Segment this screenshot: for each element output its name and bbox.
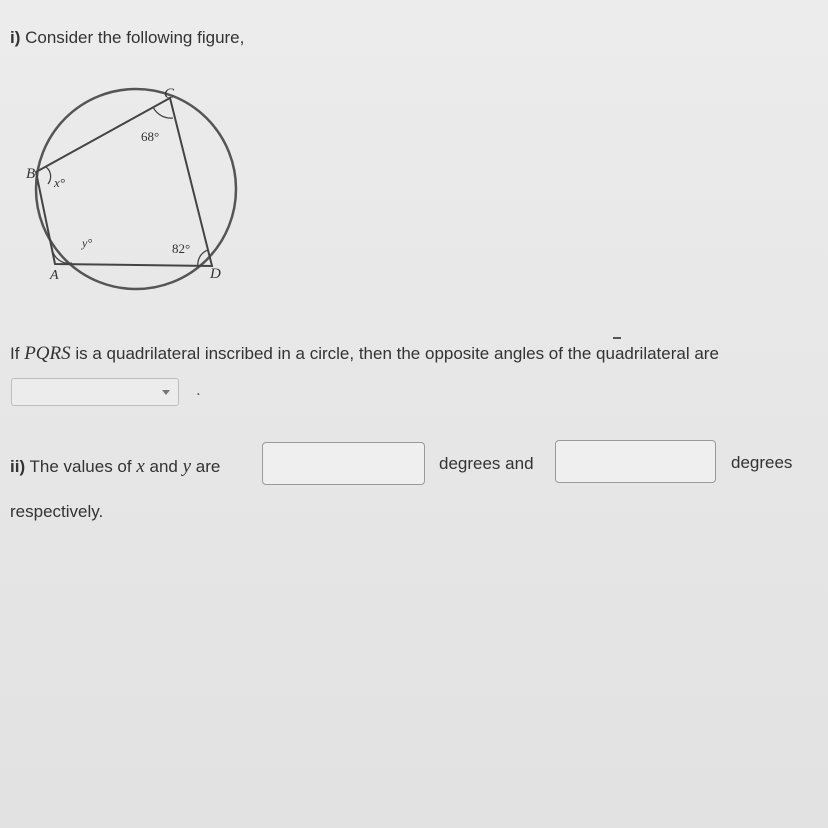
variable-x: x	[136, 456, 145, 477]
angle-arc-b	[46, 167, 51, 184]
vertex-label-a: A	[50, 268, 59, 283]
vertex-label-d: D	[210, 266, 221, 282]
statement-prefix: If	[10, 344, 20, 363]
angle-label-y: y°	[82, 236, 93, 250]
vertex-label-c: C	[164, 86, 175, 102]
question-2-and: and	[149, 457, 178, 476]
chevron-down-icon	[162, 390, 170, 395]
degrees-label: degrees	[731, 453, 793, 472]
question-1-label: i)	[10, 28, 21, 47]
statement-period: .	[196, 380, 201, 399]
statement-text	[10, 343, 719, 365]
figure-svg	[18, 82, 248, 302]
angle-label-d: 82°	[172, 241, 191, 256]
degrees-and-label: degrees and	[439, 454, 534, 473]
respectively-text: respectively.	[10, 502, 104, 521]
angle-arc-c	[153, 107, 173, 118]
question-2-label: ii)	[10, 457, 26, 476]
answer-y-input[interactable]	[555, 440, 716, 483]
question-1-prompt	[10, 28, 244, 48]
question-2-text: The values of	[29, 457, 132, 476]
angle-label-c: 68°	[141, 129, 160, 144]
answer-x-input[interactable]	[262, 442, 425, 485]
statement-suffix: is a quadrilateral inscribed in a circle, then the opposite angles of the quadrilateral are	[75, 344, 719, 363]
stray-mark	[613, 337, 621, 339]
cyclic-quadrilateral-figure	[18, 82, 248, 302]
quadrilateral-name: PQRS	[24, 343, 71, 364]
question-1-text: Consider the following figure,	[25, 28, 245, 47]
question-2-are: are	[195, 457, 221, 476]
angle-label-x: x°	[54, 175, 65, 190]
opposite-angles-dropdown[interactable]	[11, 378, 179, 406]
vertex-label-b: B	[26, 166, 36, 182]
variable-y: y	[182, 456, 192, 477]
question-2-prompt	[10, 456, 220, 478]
circumcircle	[36, 89, 236, 289]
